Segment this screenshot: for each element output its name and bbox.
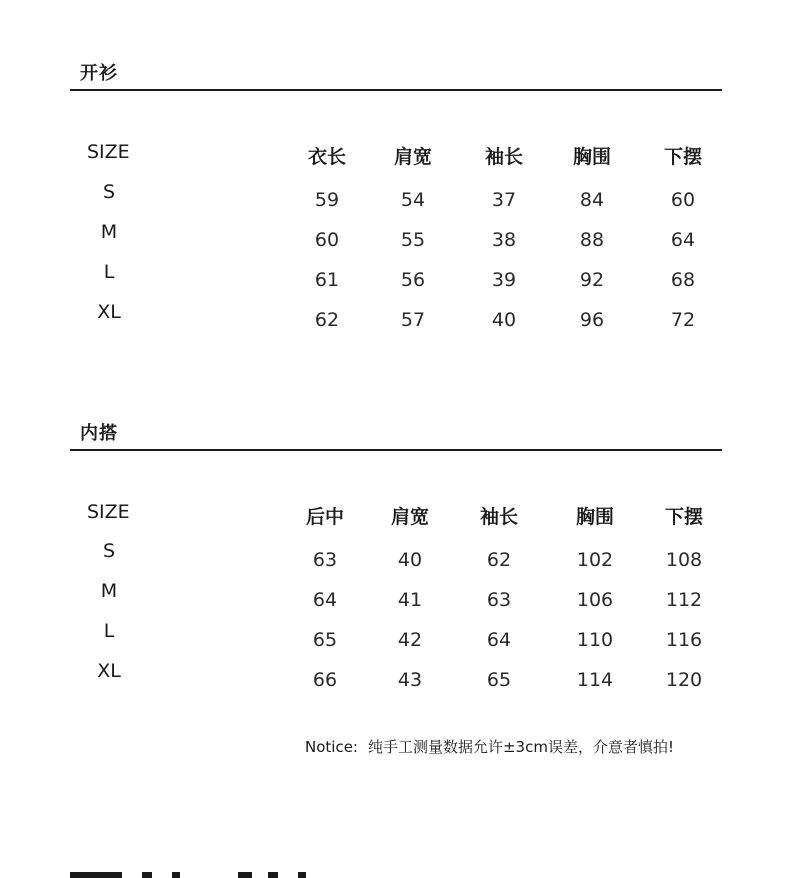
table-cell: 92 xyxy=(579,269,605,291)
table-cell: 55 xyxy=(400,229,426,251)
table-cell: 116 xyxy=(665,629,703,651)
table-cell: 42 xyxy=(397,629,423,651)
column-header: 胸围 xyxy=(575,506,614,528)
table-cell: 84 xyxy=(579,189,605,211)
table-cell: 114 xyxy=(576,669,614,691)
notice-text: 纯手工测量数据允许±3cm误差，介意者慎拍! xyxy=(367,738,674,756)
table-cell: 64 xyxy=(312,589,338,611)
column-header: 肩宽 xyxy=(393,146,432,168)
size-label: M xyxy=(100,580,118,602)
table-cell: 54 xyxy=(400,189,426,211)
table-cell: 63 xyxy=(312,549,338,571)
table-cell: 108 xyxy=(665,549,703,571)
table-cell: 40 xyxy=(491,309,517,331)
table-cell: 38 xyxy=(491,229,517,251)
table-cell: 110 xyxy=(576,629,614,651)
bottom-decoration xyxy=(70,872,310,878)
size-label: M xyxy=(100,221,118,243)
table-cell: 112 xyxy=(665,589,703,611)
table-cell: 65 xyxy=(486,669,512,691)
size-column-header: SIZE xyxy=(87,141,130,163)
section-divider xyxy=(70,89,722,91)
table-cell: 62 xyxy=(314,309,340,331)
table-cell: 60 xyxy=(314,229,340,251)
table-cell: 39 xyxy=(491,269,517,291)
column-header: 胸围 xyxy=(572,146,611,168)
table-cell: 65 xyxy=(312,629,338,651)
notice-line xyxy=(305,736,674,757)
size-label: S xyxy=(102,540,116,562)
column-header: 后中 xyxy=(305,506,344,528)
table-cell: 102 xyxy=(576,549,614,571)
table-cell: 62 xyxy=(486,549,512,571)
table-cell: 57 xyxy=(400,309,426,331)
table-cell: 120 xyxy=(665,669,703,691)
section-title-inner: 内搭 xyxy=(80,423,118,444)
table-cell: 106 xyxy=(576,589,614,611)
table-cell: 64 xyxy=(486,629,512,651)
table-cell: 40 xyxy=(397,549,423,571)
column-header: 衣长 xyxy=(307,146,346,168)
table-cell: 68 xyxy=(670,269,696,291)
table-cell: 61 xyxy=(314,269,340,291)
table-cell: 43 xyxy=(397,669,423,691)
table-cell: 37 xyxy=(491,189,517,211)
table-cell: 63 xyxy=(486,589,512,611)
section-divider xyxy=(70,449,722,451)
column-header: 下摆 xyxy=(664,506,703,528)
table-cell: 60 xyxy=(670,189,696,211)
section-title-cardigan: 开衫 xyxy=(80,63,118,84)
notice-label: Notice: xyxy=(305,738,358,756)
table-cell: 88 xyxy=(579,229,605,251)
size-label: XL xyxy=(97,660,121,682)
table-cell: 96 xyxy=(579,309,605,331)
table-cell: 59 xyxy=(314,189,340,211)
column-header: 肩宽 xyxy=(390,506,429,528)
size-label: L xyxy=(103,620,115,642)
column-header: 袖长 xyxy=(479,506,518,528)
size-label: L xyxy=(103,261,115,283)
size-label: S xyxy=(102,181,116,203)
table-cell: 41 xyxy=(397,589,423,611)
column-header: 袖长 xyxy=(484,146,523,168)
size-label: XL xyxy=(97,301,121,323)
table-cell: 72 xyxy=(670,309,696,331)
size-column-header: SIZE xyxy=(87,501,130,523)
table-cell: 56 xyxy=(400,269,426,291)
column-header: 下摆 xyxy=(663,146,702,168)
table-cell: 64 xyxy=(670,229,696,251)
table-cell: 66 xyxy=(312,669,338,691)
